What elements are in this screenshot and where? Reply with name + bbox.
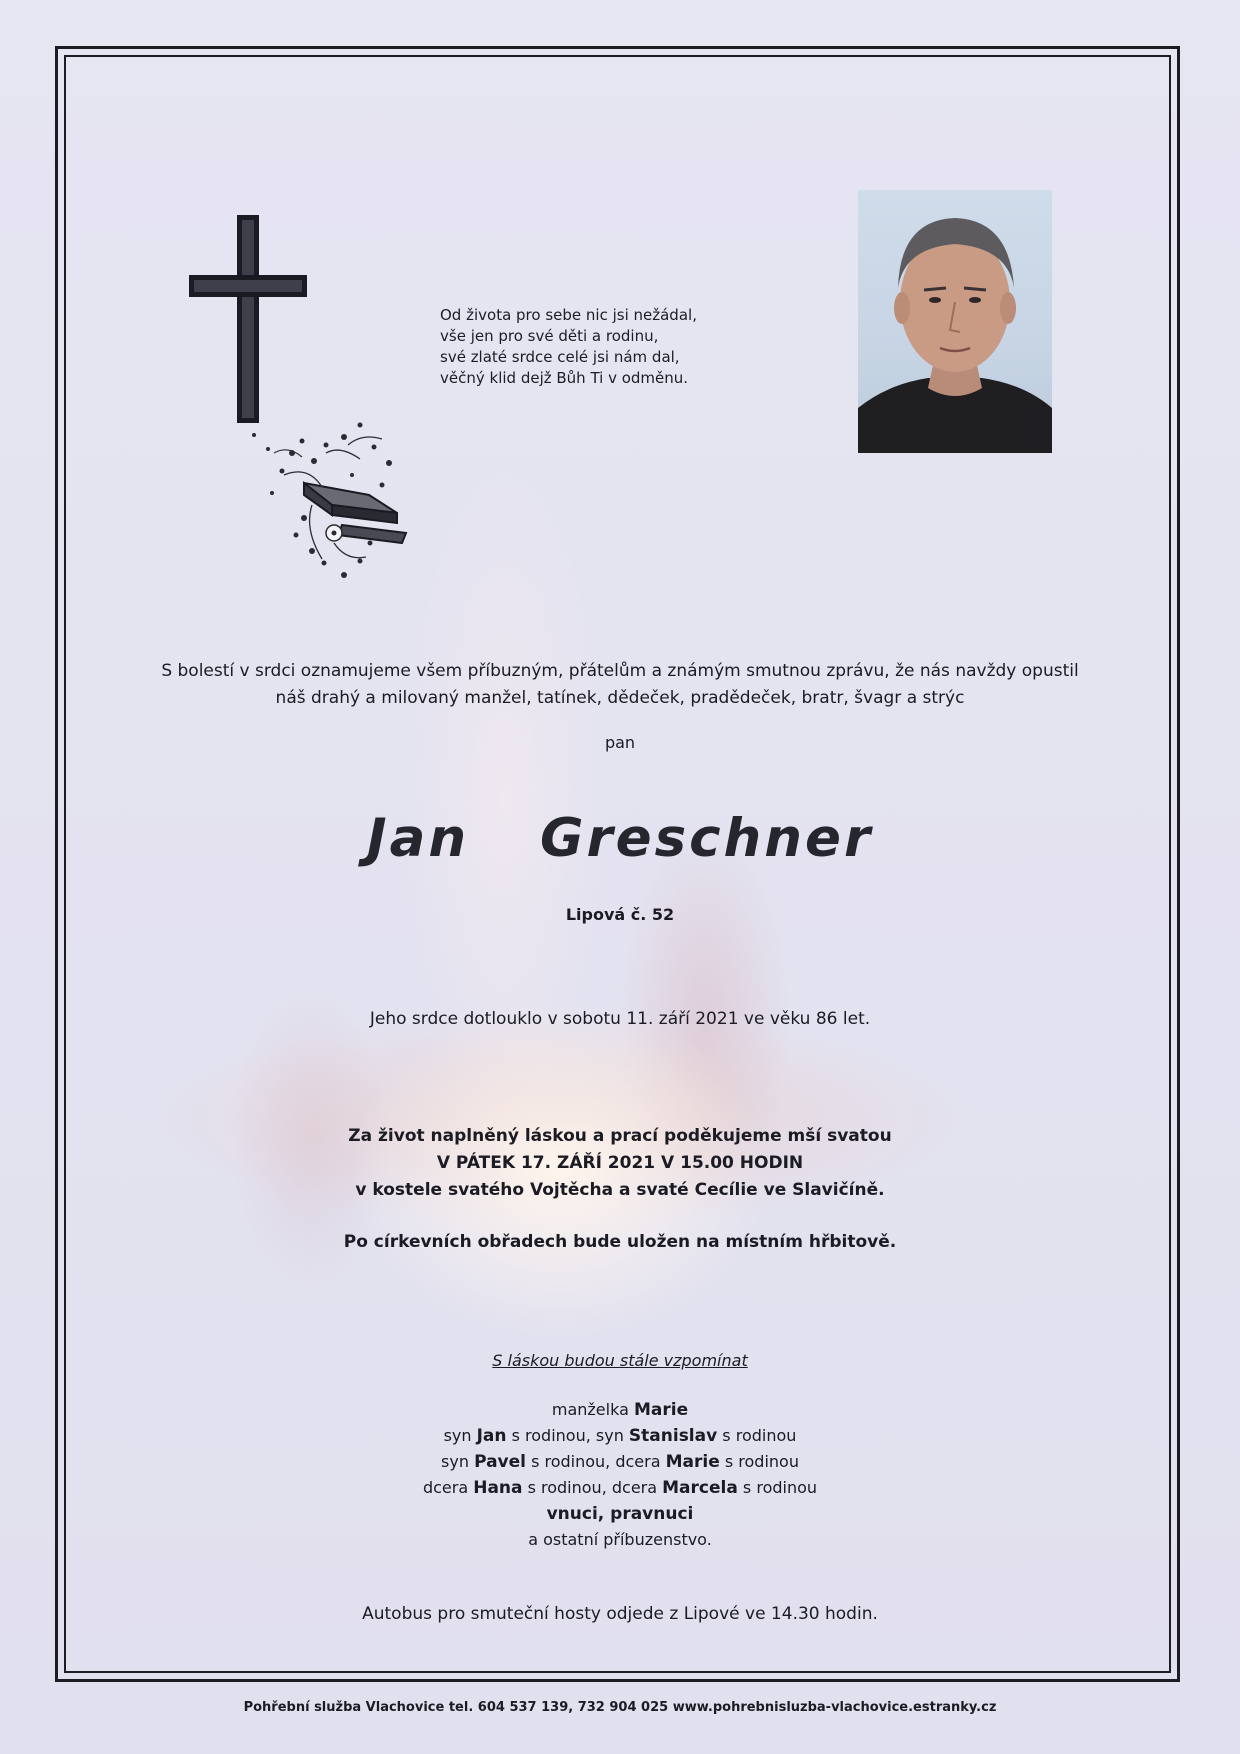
death-notice: Jeho srdce dotlouklo v sobotu 11. září 2021 ve věku 86 let. [369,1009,871,1029]
deceased-name: Jan Greschner [366,808,874,869]
mourner-relation: manželka [551,1400,634,1419]
mourner-row [70,1423,1170,1449]
funeral-service-footer: Pohřební služba Vlachovice tel. 604 537 139, 732 904 025 www.pohrebnisluzba-vlachovice.estranky.cz [243,1700,997,1715]
announcement-line: S bolestí v srdci oznamujeme všem příbuzným, přátelům a známým smutnou zprávu, že nás navždy opustil [161,661,1079,681]
mourner-name: Marie [665,1452,720,1472]
mourner-relation: s rodinou [719,1452,799,1471]
mourner-name: Marie [633,1400,689,1420]
poem-line: věčný klid dejž Bůh Ti v odměnu. [440,369,689,387]
mourner-relation: s rodinou [737,1478,818,1497]
book-icon [304,483,406,543]
mourner-row: a ostatní příbuzenstvo. [528,1530,712,1549]
mourner-row [70,1449,1170,1475]
poem-line: vše jen pro své děti a rodinu, [440,327,659,345]
mourner-name: Stanislav [628,1426,718,1446]
mourner-relation: s rodinou, dcera [525,1452,666,1471]
poem-line: Od života pro sebe nic jsi nežádal, [440,306,697,324]
portrait-photo [858,190,1052,453]
cross-with-book-icon [184,213,434,593]
mourner-name: Jan [476,1426,507,1446]
salutation: pan [604,733,636,752]
burial-info: Po církevních obřadech bude uložen na místním hřbitově. [343,1232,897,1252]
mourner-name: vnuci, pravnuci [546,1504,694,1524]
mourner-relation: s rodinou [717,1426,797,1445]
mourners-list [70,1397,1170,1553]
mourner-name: Hana [473,1478,523,1498]
cross-icon [189,215,307,423]
deceased-address: Lipová č. 52 [565,905,675,924]
mourner-relation: dcera [422,1478,474,1497]
service-line: Za život naplněný láskou a prací poděkujeme mší svatou [348,1126,892,1146]
portrait-figure [858,190,1052,453]
funeral-service-info [70,1123,1170,1204]
mourner-row [70,1501,1170,1527]
memorial-poem [440,305,697,389]
mourner-relation: s rodinou, dcera [522,1478,663,1497]
mourners-heading: S láskou budou stále vzpomínat [492,1351,748,1370]
bus-info: Autobus pro smuteční hosty odjede z Lipové ve 14.30 hodin. [362,1604,878,1624]
mourner-name: Marcela [662,1478,738,1498]
mourner-row [70,1475,1170,1501]
service-location: v kostele svatého Vojtěcha a svaté Cecílie ve Slavičíně. [355,1180,885,1200]
mourner-row [70,1397,1170,1423]
mourner-relation: syn [443,1426,477,1445]
mourner-name: Pavel [474,1452,526,1472]
poem-line: své zlaté srdce celé jsi nám dal, [440,348,680,366]
mourner-relation: s rodinou, syn [506,1426,629,1445]
service-date-time: V PÁTEK 17. ZÁŘÍ 2021 V 15.00 HODIN [436,1153,804,1173]
announcement-text [70,658,1170,712]
mourner-relation: syn [441,1452,475,1471]
announcement-line: náš drahý a milovaný manžel, tatínek, dědeček, pradědeček, bratr, švagr a strýc [275,688,965,708]
